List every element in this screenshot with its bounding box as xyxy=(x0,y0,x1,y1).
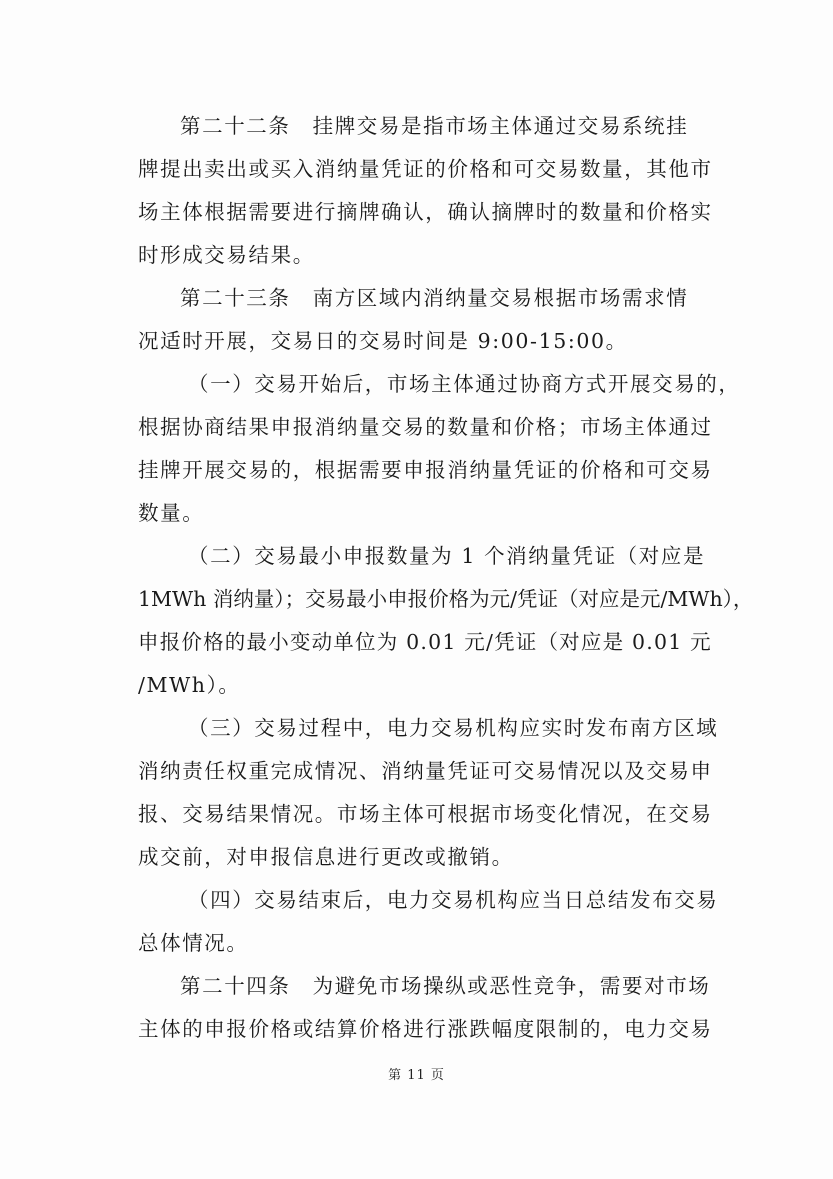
clause-4-line-1: （四）交易结束后，电力交易机构应当日总结发布交易 xyxy=(188,888,719,912)
article-22-line-4: 时形成交易结果。 xyxy=(138,243,315,267)
clause-3-line-3: 报、交易结果情况。市场主体可根据市场变化情况，在交易 xyxy=(138,802,713,826)
clause-1-line-2: 根据协商结果申报消纳量交易的数量和价格；市场主体通过 xyxy=(138,415,713,439)
article-23-line-2: 况适时开展，交易日的交易时间是 9:00-15:00。 xyxy=(138,329,628,353)
clause-4-line-2: 总体情况。 xyxy=(138,931,249,955)
clause-3-line-4: 成交前，对申报信息进行更改或撤销。 xyxy=(138,845,514,869)
page-number: 第 11 页 xyxy=(388,1068,445,1083)
clause-1-line-1: （一）交易开始后，市场主体通过协商方式开展交易的， xyxy=(188,372,741,396)
clause-1-line-4: 数量。 xyxy=(138,501,205,525)
article-24-line-1: 第二十四条 为避免市场操纵或恶性竞争，需要对市场 xyxy=(180,974,711,998)
clause-2-line-2: 1MWh 消纳量）；交易最小申报价格为元/凭证（对应是元/MWh）， xyxy=(138,587,754,611)
article-22-line-2: 牌提出卖出或买入消纳量凭证的价格和可交易数量，其他市 xyxy=(138,157,713,181)
clause-3-line-2: 消纳责任权重完成情况、消纳量凭证可交易情况以及交易申 xyxy=(138,759,713,783)
article-22-line-1: 第二十二条 挂牌交易是指市场主体通过交易系统挂 xyxy=(180,114,689,138)
article-24-line-2: 主体的申报价格或结算价格进行涨跌幅度限制的，电力交易 xyxy=(138,1017,713,1041)
clause-1-line-3: 挂牌开展交易的，根据需要申报消纳量凭证的价格和可交易 xyxy=(138,458,713,482)
clause-2-line-3: 申报价格的最小变动单位为 0.01 元/凭证（对应是 0.01 元 xyxy=(138,630,712,654)
article-23-line-1: 第二十三条 南方区域内消纳量交易根据市场需求情 xyxy=(180,286,689,310)
clause-2-line-4: /MWh）。 xyxy=(138,673,241,697)
clause-2-line-1: （二）交易最小申报数量为 1 个消纳量凭证（对应是 xyxy=(188,544,706,568)
clause-3-line-1: （三）交易过程中，电力交易机构应实时发布南方区域 xyxy=(188,716,719,740)
article-22-line-3: 场主体根据需要进行摘牌确认，确认摘牌时的数量和价格实 xyxy=(138,200,713,224)
